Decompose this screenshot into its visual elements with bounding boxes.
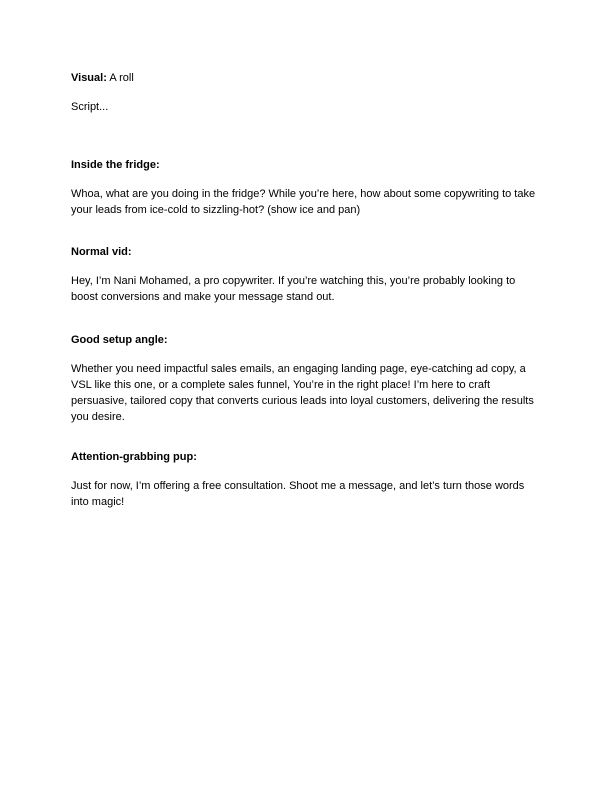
body-line: Hey, I’m Nani Mohamed, a pro copywriter. If you’re watching this, you’re probably looking to xyxy=(71,275,516,287)
body-line: boost conversions and make your message stand out. xyxy=(71,291,335,303)
section-heading-inside-fridge: Inside the fridge: xyxy=(71,159,160,171)
section-heading-attention-grabbing-pup: Attention-grabbing pup: xyxy=(71,451,197,463)
body-line: VSL like this one, or a complete sales funnel, You’re in the right place! I’m here to craft xyxy=(71,379,491,391)
visual-line xyxy=(71,70,541,86)
body-line: Whoa, what are you doing in the fridge? While you’re here, how about some copywriting to take xyxy=(71,188,536,200)
section-heading-normal-vid: Normal vid: xyxy=(71,246,132,258)
visual-label: Visual: xyxy=(71,72,107,84)
body-line: you desire. xyxy=(71,411,125,423)
body-line: Just for now, I’m offering a free consultation. Shoot me a message, and let’s turn those words xyxy=(71,480,525,492)
section-body-normal-vid xyxy=(71,273,541,305)
body-line: persuasive, tailored copy that converts curious leads into loyal customers, delivering the results xyxy=(71,395,534,407)
section-body-good-setup-angle xyxy=(71,361,541,425)
section-heading-good-setup-angle: Good setup angle: xyxy=(71,334,168,346)
visual-value: A roll xyxy=(106,72,134,84)
section-body-attention-grabbing-pup xyxy=(71,478,541,510)
body-line: your leads from ice-cold to sizzling-hot? (show ice and pan) xyxy=(71,204,361,216)
body-line: into magic! xyxy=(71,496,125,508)
section-body-inside-fridge xyxy=(71,186,541,218)
body-line: Whether you need impactful sales emails, an engaging landing page, eye-catching ad copy, a xyxy=(71,363,526,375)
script-line: Script... xyxy=(71,101,109,113)
